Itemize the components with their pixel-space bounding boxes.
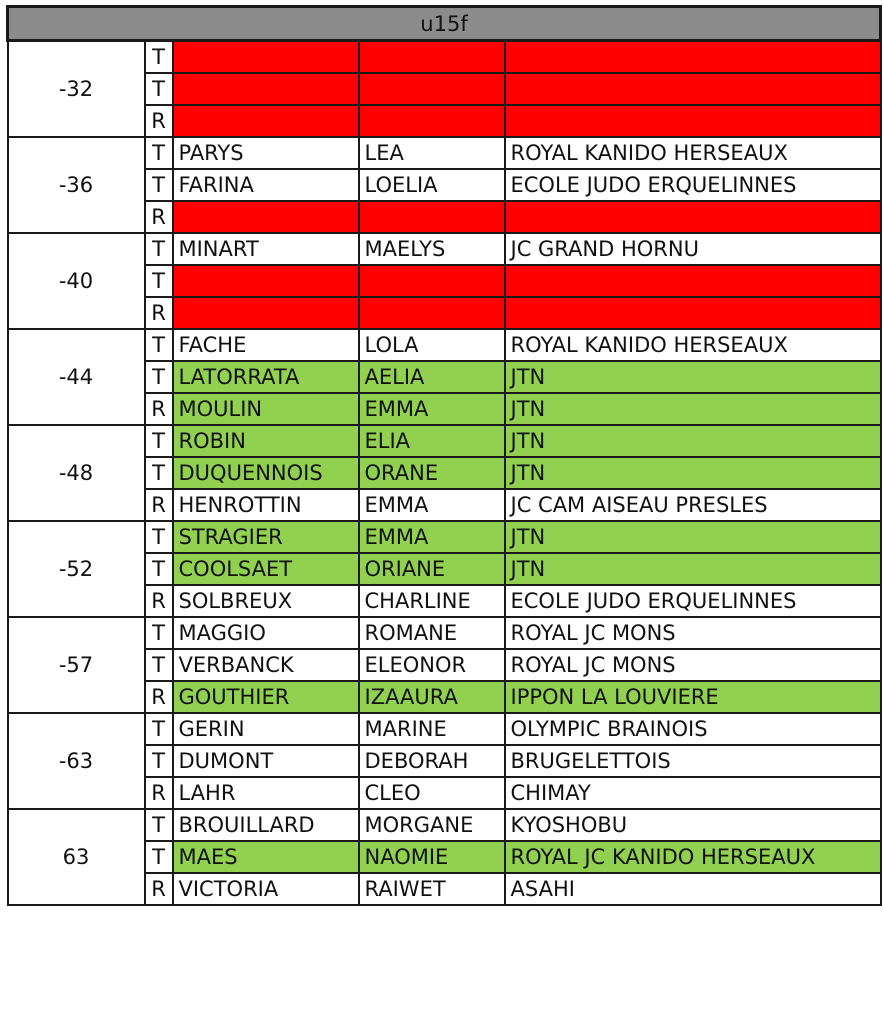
first-name-cell: DEBORAH [359, 745, 505, 777]
sheet-title: u15f [8, 7, 881, 41]
club-cell: ROYAL JC MONS [505, 617, 881, 649]
table-row [8, 425, 881, 457]
last-name-cell: LATORRATA [173, 361, 359, 393]
role-cell: T [145, 329, 173, 361]
club-cell: JTN [505, 361, 881, 393]
club-cell: ROYAL JC KANIDO HERSEAUX [505, 841, 881, 873]
table-row [8, 137, 881, 169]
club-cell: ASAHI [505, 873, 881, 905]
table-row [8, 329, 881, 361]
weight-category: -40 [8, 233, 145, 329]
last-name-cell: VERBANCK [173, 649, 359, 681]
role-cell: T [145, 233, 173, 265]
last-name-cell: GOUTHIER [173, 681, 359, 713]
selection-table [6, 5, 882, 906]
club-cell: JTN [505, 521, 881, 553]
table-row [8, 809, 881, 841]
first-name-cell [359, 265, 505, 297]
club-cell: ECOLE JUDO ERQUELINNES [505, 585, 881, 617]
first-name-cell: IZAAURA [359, 681, 505, 713]
first-name-cell: ELIA [359, 425, 505, 457]
weight-category: -57 [8, 617, 145, 713]
weight-category: -48 [8, 425, 145, 521]
club-cell [505, 201, 881, 233]
first-name-cell: LEA [359, 137, 505, 169]
last-name-cell: MAES [173, 841, 359, 873]
last-name-cell: MOULIN [173, 393, 359, 425]
role-cell: T [145, 841, 173, 873]
table-row [8, 713, 881, 745]
weight-category: -63 [8, 713, 145, 809]
role-cell: R [145, 489, 173, 521]
role-cell: R [145, 297, 173, 329]
club-cell: JTN [505, 457, 881, 489]
club-cell: IPPON LA LOUVIERE [505, 681, 881, 713]
table-row [8, 521, 881, 553]
weight-category: -52 [8, 521, 145, 617]
club-cell: JC GRAND HORNU [505, 233, 881, 265]
first-name-cell: ROMANE [359, 617, 505, 649]
last-name-cell: HENROTTIN [173, 489, 359, 521]
first-name-cell: ELEONOR [359, 649, 505, 681]
last-name-cell [173, 265, 359, 297]
club-cell [505, 297, 881, 329]
club-cell [505, 105, 881, 137]
club-cell: KYOSHOBU [505, 809, 881, 841]
role-cell: R [145, 393, 173, 425]
last-name-cell [173, 297, 359, 329]
last-name-cell: LAHR [173, 777, 359, 809]
last-name-cell [173, 201, 359, 233]
club-cell [505, 73, 881, 105]
first-name-cell: CLEO [359, 777, 505, 809]
last-name-cell: DUMONT [173, 745, 359, 777]
last-name-cell: FACHE [173, 329, 359, 361]
first-name-cell [359, 41, 505, 73]
role-cell: T [145, 553, 173, 585]
club-cell: ECOLE JUDO ERQUELINNES [505, 169, 881, 201]
club-cell: ROYAL KANIDO HERSEAUX [505, 137, 881, 169]
role-cell: T [145, 361, 173, 393]
club-cell: ROYAL KANIDO HERSEAUX [505, 329, 881, 361]
first-name-cell: NAOMIE [359, 841, 505, 873]
club-cell: CHIMAY [505, 777, 881, 809]
role-cell: T [145, 617, 173, 649]
club-cell: OLYMPIC BRAINOIS [505, 713, 881, 745]
last-name-cell [173, 73, 359, 105]
role-cell: T [145, 137, 173, 169]
club-cell: JTN [505, 393, 881, 425]
role-cell: T [145, 745, 173, 777]
weight-category: -32 [8, 41, 145, 137]
last-name-cell: VICTORIA [173, 873, 359, 905]
header-row [8, 7, 881, 41]
role-cell: T [145, 169, 173, 201]
club-cell [505, 41, 881, 73]
role-cell: T [145, 41, 173, 73]
first-name-cell: EMMA [359, 393, 505, 425]
last-name-cell: COOLSAET [173, 553, 359, 585]
role-cell: T [145, 713, 173, 745]
first-name-cell: ORIANE [359, 553, 505, 585]
last-name-cell: SOLBREUX [173, 585, 359, 617]
role-cell: R [145, 105, 173, 137]
last-name-cell: MINART [173, 233, 359, 265]
role-cell: T [145, 521, 173, 553]
first-name-cell: LOLA [359, 329, 505, 361]
last-name-cell: FARINA [173, 169, 359, 201]
weight-category: -36 [8, 137, 145, 233]
role-cell: R [145, 873, 173, 905]
last-name-cell: DUQUENNOIS [173, 457, 359, 489]
club-cell: JTN [505, 553, 881, 585]
role-cell: T [145, 73, 173, 105]
first-name-cell: MARINE [359, 713, 505, 745]
last-name-cell: MAGGIO [173, 617, 359, 649]
role-cell: T [145, 265, 173, 297]
role-cell: R [145, 201, 173, 233]
last-name-cell: STRAGIER [173, 521, 359, 553]
first-name-cell: EMMA [359, 521, 505, 553]
club-cell: JTN [505, 425, 881, 457]
role-cell: T [145, 809, 173, 841]
role-cell: T [145, 649, 173, 681]
first-name-cell: MAELYS [359, 233, 505, 265]
last-name-cell: BROUILLARD [173, 809, 359, 841]
role-cell: R [145, 681, 173, 713]
club-cell: JC CAM AISEAU PRESLES [505, 489, 881, 521]
first-name-cell: AELIA [359, 361, 505, 393]
club-cell: ROYAL JC MONS [505, 649, 881, 681]
weight-category: -44 [8, 329, 145, 425]
table-row [8, 617, 881, 649]
role-cell: R [145, 585, 173, 617]
club-cell [505, 265, 881, 297]
first-name-cell: EMMA [359, 489, 505, 521]
first-name-cell: ORANE [359, 457, 505, 489]
first-name-cell: LOELIA [359, 169, 505, 201]
last-name-cell: PARYS [173, 137, 359, 169]
table-row [8, 233, 881, 265]
role-cell: T [145, 457, 173, 489]
last-name-cell [173, 105, 359, 137]
last-name-cell: GERIN [173, 713, 359, 745]
first-name-cell [359, 105, 505, 137]
first-name-cell [359, 297, 505, 329]
first-name-cell: RAIWET [359, 873, 505, 905]
first-name-cell: MORGANE [359, 809, 505, 841]
first-name-cell: CHARLINE [359, 585, 505, 617]
club-cell: BRUGELETTOIS [505, 745, 881, 777]
last-name-cell: ROBIN [173, 425, 359, 457]
role-cell: T [145, 425, 173, 457]
table-row [8, 41, 881, 73]
last-name-cell [173, 41, 359, 73]
first-name-cell [359, 201, 505, 233]
role-cell: R [145, 777, 173, 809]
first-name-cell [359, 73, 505, 105]
weight-category: 63 [8, 809, 145, 905]
